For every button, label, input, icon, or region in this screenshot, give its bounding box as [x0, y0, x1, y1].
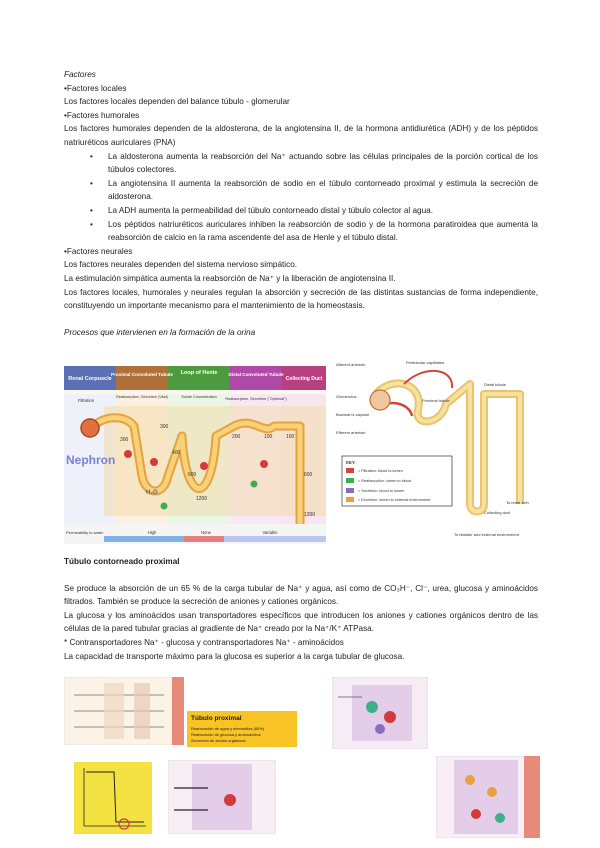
list-item: • La angiotensina II aumenta la reabsorción de sodio en el túbulo contorneado proximal y estimula la secreción de aldosterona. [64, 177, 538, 204]
legend-item: = Reabsorption: lumen to blood [358, 479, 411, 483]
value-label: 400 [172, 450, 181, 456]
neurales-heading: •Factores neurales [64, 246, 133, 256]
subheader-text: Filtration [77, 398, 95, 403]
h2o-label: H₂O [146, 490, 158, 496]
list-item: • La aldosterona aumenta la reabsorción del Na⁺ actuando sobre las células principales de la porción cortical de los túbulos colectores. [64, 150, 538, 177]
anatomy-label: Collecting duct [484, 510, 511, 515]
humorales-list [64, 150, 538, 245]
header-text: Renal Corpuscle [68, 376, 112, 382]
list-item: • La ADH aumenta la permeabilidad del túbulo contorneado distal y túbulo colector al agua. [64, 204, 538, 218]
box-line: Reabsorción de glucosa y aminoácidos [191, 732, 261, 737]
tcp-title: Túbulo contorneado proximal [64, 557, 180, 566]
header-text: Loop of Henle [180, 370, 218, 376]
permeability-label: Permeability to water [66, 530, 104, 535]
neurales-text-2: La estimulación simpática aumenta la reabsorción de Na⁺ y la liberación de angiotensina II. [64, 273, 396, 283]
nephron-process-figure [64, 366, 326, 544]
tcp-section [64, 555, 538, 663]
anatomy-label: Proximal tubule [422, 398, 450, 403]
locales-text: Los factores locales dependen del balance túbulo - glomerular [64, 97, 290, 107]
value-label: 1200 [196, 496, 208, 502]
tubule-cell-figure-1 [64, 677, 184, 745]
tcp-text-3: * Contransportadores Na⁺ - glucosa y contransportadores Na⁺ - aminoácidos [64, 637, 344, 647]
header-text: Collecting Duct [285, 376, 323, 382]
box-title: Túbulo proximal [191, 715, 242, 722]
transport-graph-figure [74, 762, 152, 834]
procesos-title: Procesos que intervienen en la formación de la orina [64, 327, 256, 337]
value-label: 300 [160, 424, 169, 430]
value-label: 600 [304, 472, 313, 478]
tubule-cell-figure-4 [436, 756, 540, 838]
tcp-text-4: La capacidad de transporte máximo para la glucosa es superior a la carga tubular de glucosa. [64, 651, 405, 661]
humorales-text: Los factores humorales dependen de la aldosterona, de la angiotensina II, de la hormona antidiurética (ADH) y de los péptidos natriuréticos auriculares (PNA) [64, 124, 538, 147]
value-label: 200 [232, 434, 241, 440]
bottom-label: High [147, 530, 157, 535]
legend-item: = Filtration: blood to lumen [358, 469, 403, 473]
document-body [64, 68, 538, 339]
locales-heading: •Factores locales [64, 83, 127, 93]
factores-title: Factores [64, 70, 96, 79]
value-label: 300 [120, 437, 129, 443]
tubule-cell-figure-2 [332, 677, 428, 749]
tcp-text-2: La glucosa y los aminoácidos usan transportadores específicos que introducen los aniones y cationes orgánicos dentro de las células de la pared tubular gracias al gradiente de Na⁺ creado por la Na⁺/K⁺ ATPasa. [64, 610, 538, 634]
anatomy-label: Efferent arteriole [336, 430, 366, 435]
neurales-text-3: Los factores locales, humorales y neurales regulan la absorción y secreción de las distintas sustancias de forma independiente, constituyendo un importante mecanismo para el mantenimiento de la homeostasis. [64, 287, 538, 311]
subheader-text: Reabsorption, Secretion (Vital) [116, 395, 168, 399]
legend-item: = Secretion: blood to lumen [358, 489, 405, 493]
box-line: Secreción de ácidos orgánicos [191, 738, 246, 743]
value-label: 100 [286, 434, 295, 440]
tubule-cell-figure-3 [168, 760, 276, 834]
humorales-heading: •Factores humorales [64, 110, 140, 120]
bottom-label: Variable [262, 530, 278, 535]
legend-item: = Excretion: lumen to external environment [358, 498, 431, 502]
anatomy-label: Afferent arteriole [336, 362, 366, 367]
header-proximal [116, 366, 168, 390]
value-label: 100 [264, 434, 273, 440]
bottom-label: None [200, 530, 212, 535]
anatomy-label: Distal tubule [484, 382, 507, 387]
nephron-anatomy-figure [334, 354, 540, 546]
header-text: Distal Convoluted Tubule [228, 372, 284, 377]
list-item: • Los péptidos natriuréticos auriculares inhiben la reabsorción de sodio y de la hormona paratiroidea que aumenta la reabsorción de calcio en la rama ascendente del asa de Henle y el túbulo distal. [64, 218, 538, 245]
box-line: Reabsorción de agua y electrolitos (65%) [191, 726, 265, 731]
header-text: Proximal Convoluted Tubule [111, 372, 173, 377]
anatomy-label: Glomerulus [336, 394, 357, 399]
anatomy-label: To bladder and external environment [454, 532, 519, 537]
subheader-text: Solute Concentration [181, 395, 217, 399]
subheader-text: Reabsorption, Secretion ("Optional") [225, 397, 287, 401]
tubulo-proximal-box [187, 711, 297, 747]
neurales-text-1: Los factores neurales dependen del sistema nervioso simpático. [64, 260, 298, 270]
anatomy-label: To renal vein [506, 500, 529, 505]
value-label: 1200 [304, 512, 316, 518]
value-label: 600 [188, 472, 197, 478]
anatomy-label: Peritubular capillaries [406, 360, 445, 365]
header-distal [230, 366, 282, 390]
anatomy-label: Bowman's capsule [336, 412, 370, 417]
legend-title: KEY: [346, 460, 356, 465]
tcp-text-1: Se produce la absorción de un 65 % de la carga tubular de Na⁺ y agua, así como de CO₃H⁻, Cl⁻, urea, glucosa y aminoácidos filtrados. También se produce la secreción de aniones y cationes orgánicos. [64, 583, 538, 607]
nephron-label: Nephron [66, 453, 116, 467]
